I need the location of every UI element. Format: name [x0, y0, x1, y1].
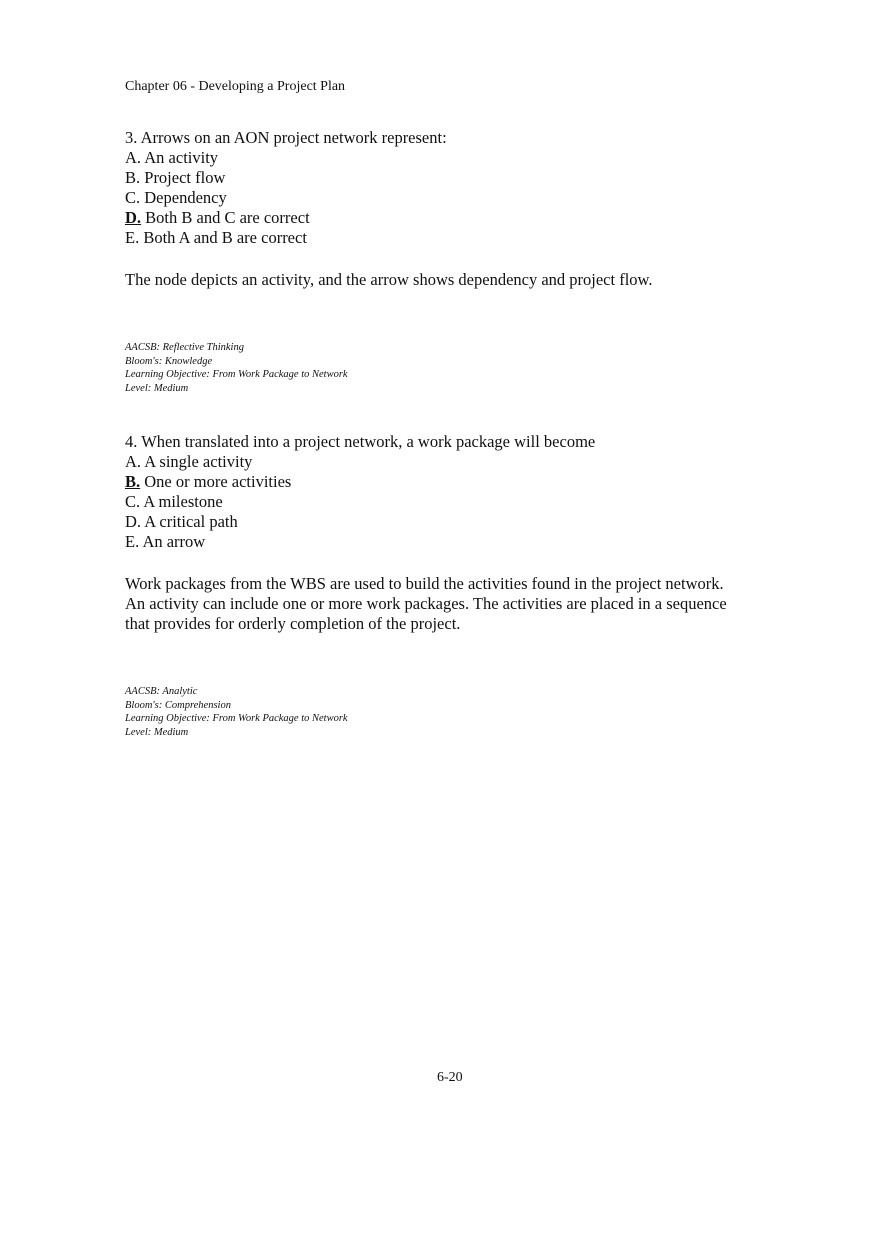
explanation-line: An activity can include one or more work packages. The activities are placed in a sequence: [125, 594, 727, 613]
explanation-3: The node depicts an activity, and the arrow shows dependency and project flow.: [125, 270, 653, 289]
option-c: C. Dependency: [125, 188, 227, 207]
option-b-correct: B. One or more activities: [125, 472, 292, 491]
question-stem: 4. When translated into a project network, a work package will become: [125, 432, 596, 451]
blooms-tag: Bloom's: Knowledge: [125, 355, 213, 367]
question-3: [125, 128, 447, 248]
learning-objective: Learning Objective: From Work Package to Network: [125, 713, 348, 725]
option-b: B. Project flow: [125, 168, 226, 187]
metadata-4: [125, 685, 348, 739]
option-e: E. An arrow: [125, 532, 206, 551]
metadata-3: [125, 341, 348, 395]
page-number: 6-20: [437, 1070, 463, 1085]
explanation-line: that provides for orderly completion of the project.: [125, 614, 461, 633]
aacsb-tag: AACSB: Analytic: [125, 686, 198, 697]
question-stem: 3. Arrows on an AON project network represent:: [125, 128, 447, 147]
option-a: A. An activity: [125, 148, 219, 167]
difficulty-level: Level: Medium: [125, 382, 189, 394]
difficulty-level: Level: Medium: [125, 726, 189, 738]
explanation-4: [125, 574, 765, 634]
question-4: [125, 432, 595, 552]
option-c: C. A milestone: [125, 492, 223, 511]
option-e: E. Both A and B are correct: [125, 228, 307, 247]
correct-answer-marker: B.: [125, 472, 141, 491]
blooms-tag: Bloom's: Comprehension: [125, 699, 231, 711]
learning-objective: Learning Objective: From Work Package to Network: [125, 369, 348, 381]
explanation-line: Work packages from the WBS are used to build the activities found in the project network.: [125, 574, 724, 593]
option-d-correct: D. Both B and C are correct: [125, 208, 310, 227]
option-a: A. A single activity: [125, 452, 253, 471]
chapter-header: Chapter 06 - Developing a Project Plan: [125, 79, 346, 94]
option-d: D. A critical path: [125, 512, 238, 531]
correct-answer-marker: D.: [125, 208, 142, 227]
aacsb-tag: AACSB: Reflective Thinking: [125, 342, 244, 353]
